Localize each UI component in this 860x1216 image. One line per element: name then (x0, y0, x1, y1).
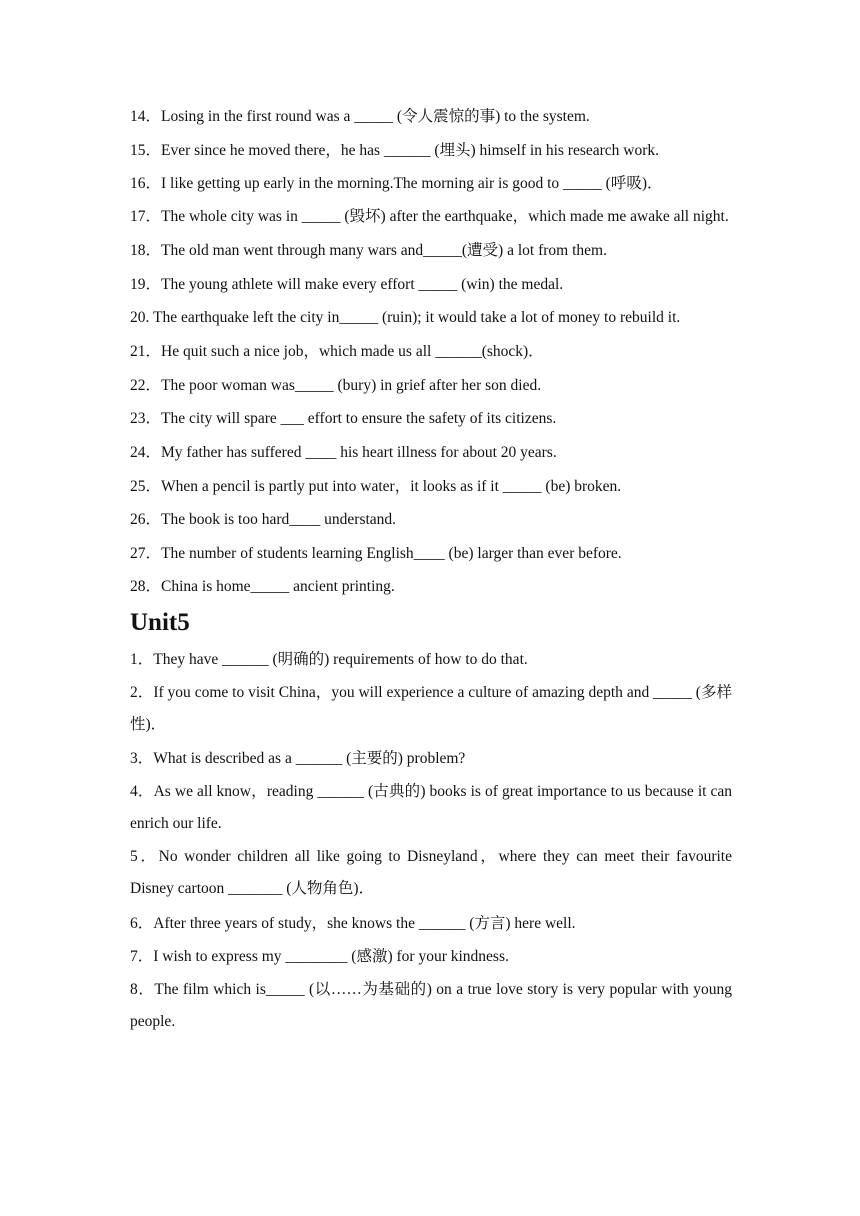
unit5-item-5: 5．No wonder children all like going to Disneyland，where they can meet their favourite Disney cartoon _______ (人物角色)． (130, 848, 732, 898)
exercise-item-27: 27．The number of students learning English____ (be) larger than ever before. (130, 544, 622, 562)
exercise-item-16: 16．I like getting up early in the morning.The morning air is good to _____ (呼吸)． (130, 175, 663, 193)
exercise-item-17: 17．The whole city was in _____ (毁坏) after the earthquake，which made me awake all night. (130, 207, 729, 225)
exercise-item-15: 15．Ever since he moved there，he has ______ (埋头) himself in his research work. (130, 141, 660, 159)
exercise-item-24: 24．My father has suffered ____ his heart illness for about 20 years. (130, 443, 557, 461)
exercise-item-19: 19．The young athlete will make every effort _____ (win) the medal. (130, 275, 564, 293)
unit5-item-8: 8．The film which is_____ (以……为基础的) on a true love story is very popular with young people. (130, 981, 732, 1031)
exercise-item-26: 26．The book is too hard____ understand. (130, 511, 397, 529)
unit5-heading: Unit5 (130, 608, 190, 636)
exercise-item-18: 18．The old man went through many wars and_____(遭受) a lot from them. (130, 242, 607, 260)
unit5-item-1: 1．They have ______ (明确的) requirements of how to do that. (130, 650, 528, 668)
exercise-item-21: 21．He quit such a nice job，which made us all ______(shock)． (130, 343, 544, 361)
exercise-item-23: 23．The city will spare ___ effort to ensure the safety of its citizens. (130, 410, 557, 428)
unit5-item-6: 6．After three years of study，she knows the ______ (方言) here well. (130, 914, 576, 932)
unit5-item-4: 4．As we all know，reading ______ (古典的) books is of great importance to us because it can enrich our life. (130, 782, 732, 832)
exercise-item-28: 28．China is home_____ ancient printing. (130, 578, 395, 596)
exercise-item-20: 20. The earthquake left the city in_____ (ruin); it would take a lot of money to rebuild it. (130, 308, 681, 326)
worksheet-page (130, 100, 732, 1040)
unit5-item-3: 3．What is described as a ______ (主要的) problem? (130, 750, 466, 768)
unit5-item-7: 7．I wish to express my ________ (感激) for your kindness. (130, 948, 509, 966)
unit5-item-2: 2．If you come to visit China，you will experience a culture of amazing depth and _____ (多样性)． (130, 683, 732, 733)
exercise-item-22: 22．The poor woman was_____ (bury) in grief after her son died. (130, 376, 542, 394)
exercise-item-14: 14．Losing in the first round was a _____ (令人震惊的事) to the system. (130, 108, 590, 125)
exercise-item-25: 25．When a pencil is partly put into water，it looks as if it _____ (be) broken. (130, 477, 622, 495)
